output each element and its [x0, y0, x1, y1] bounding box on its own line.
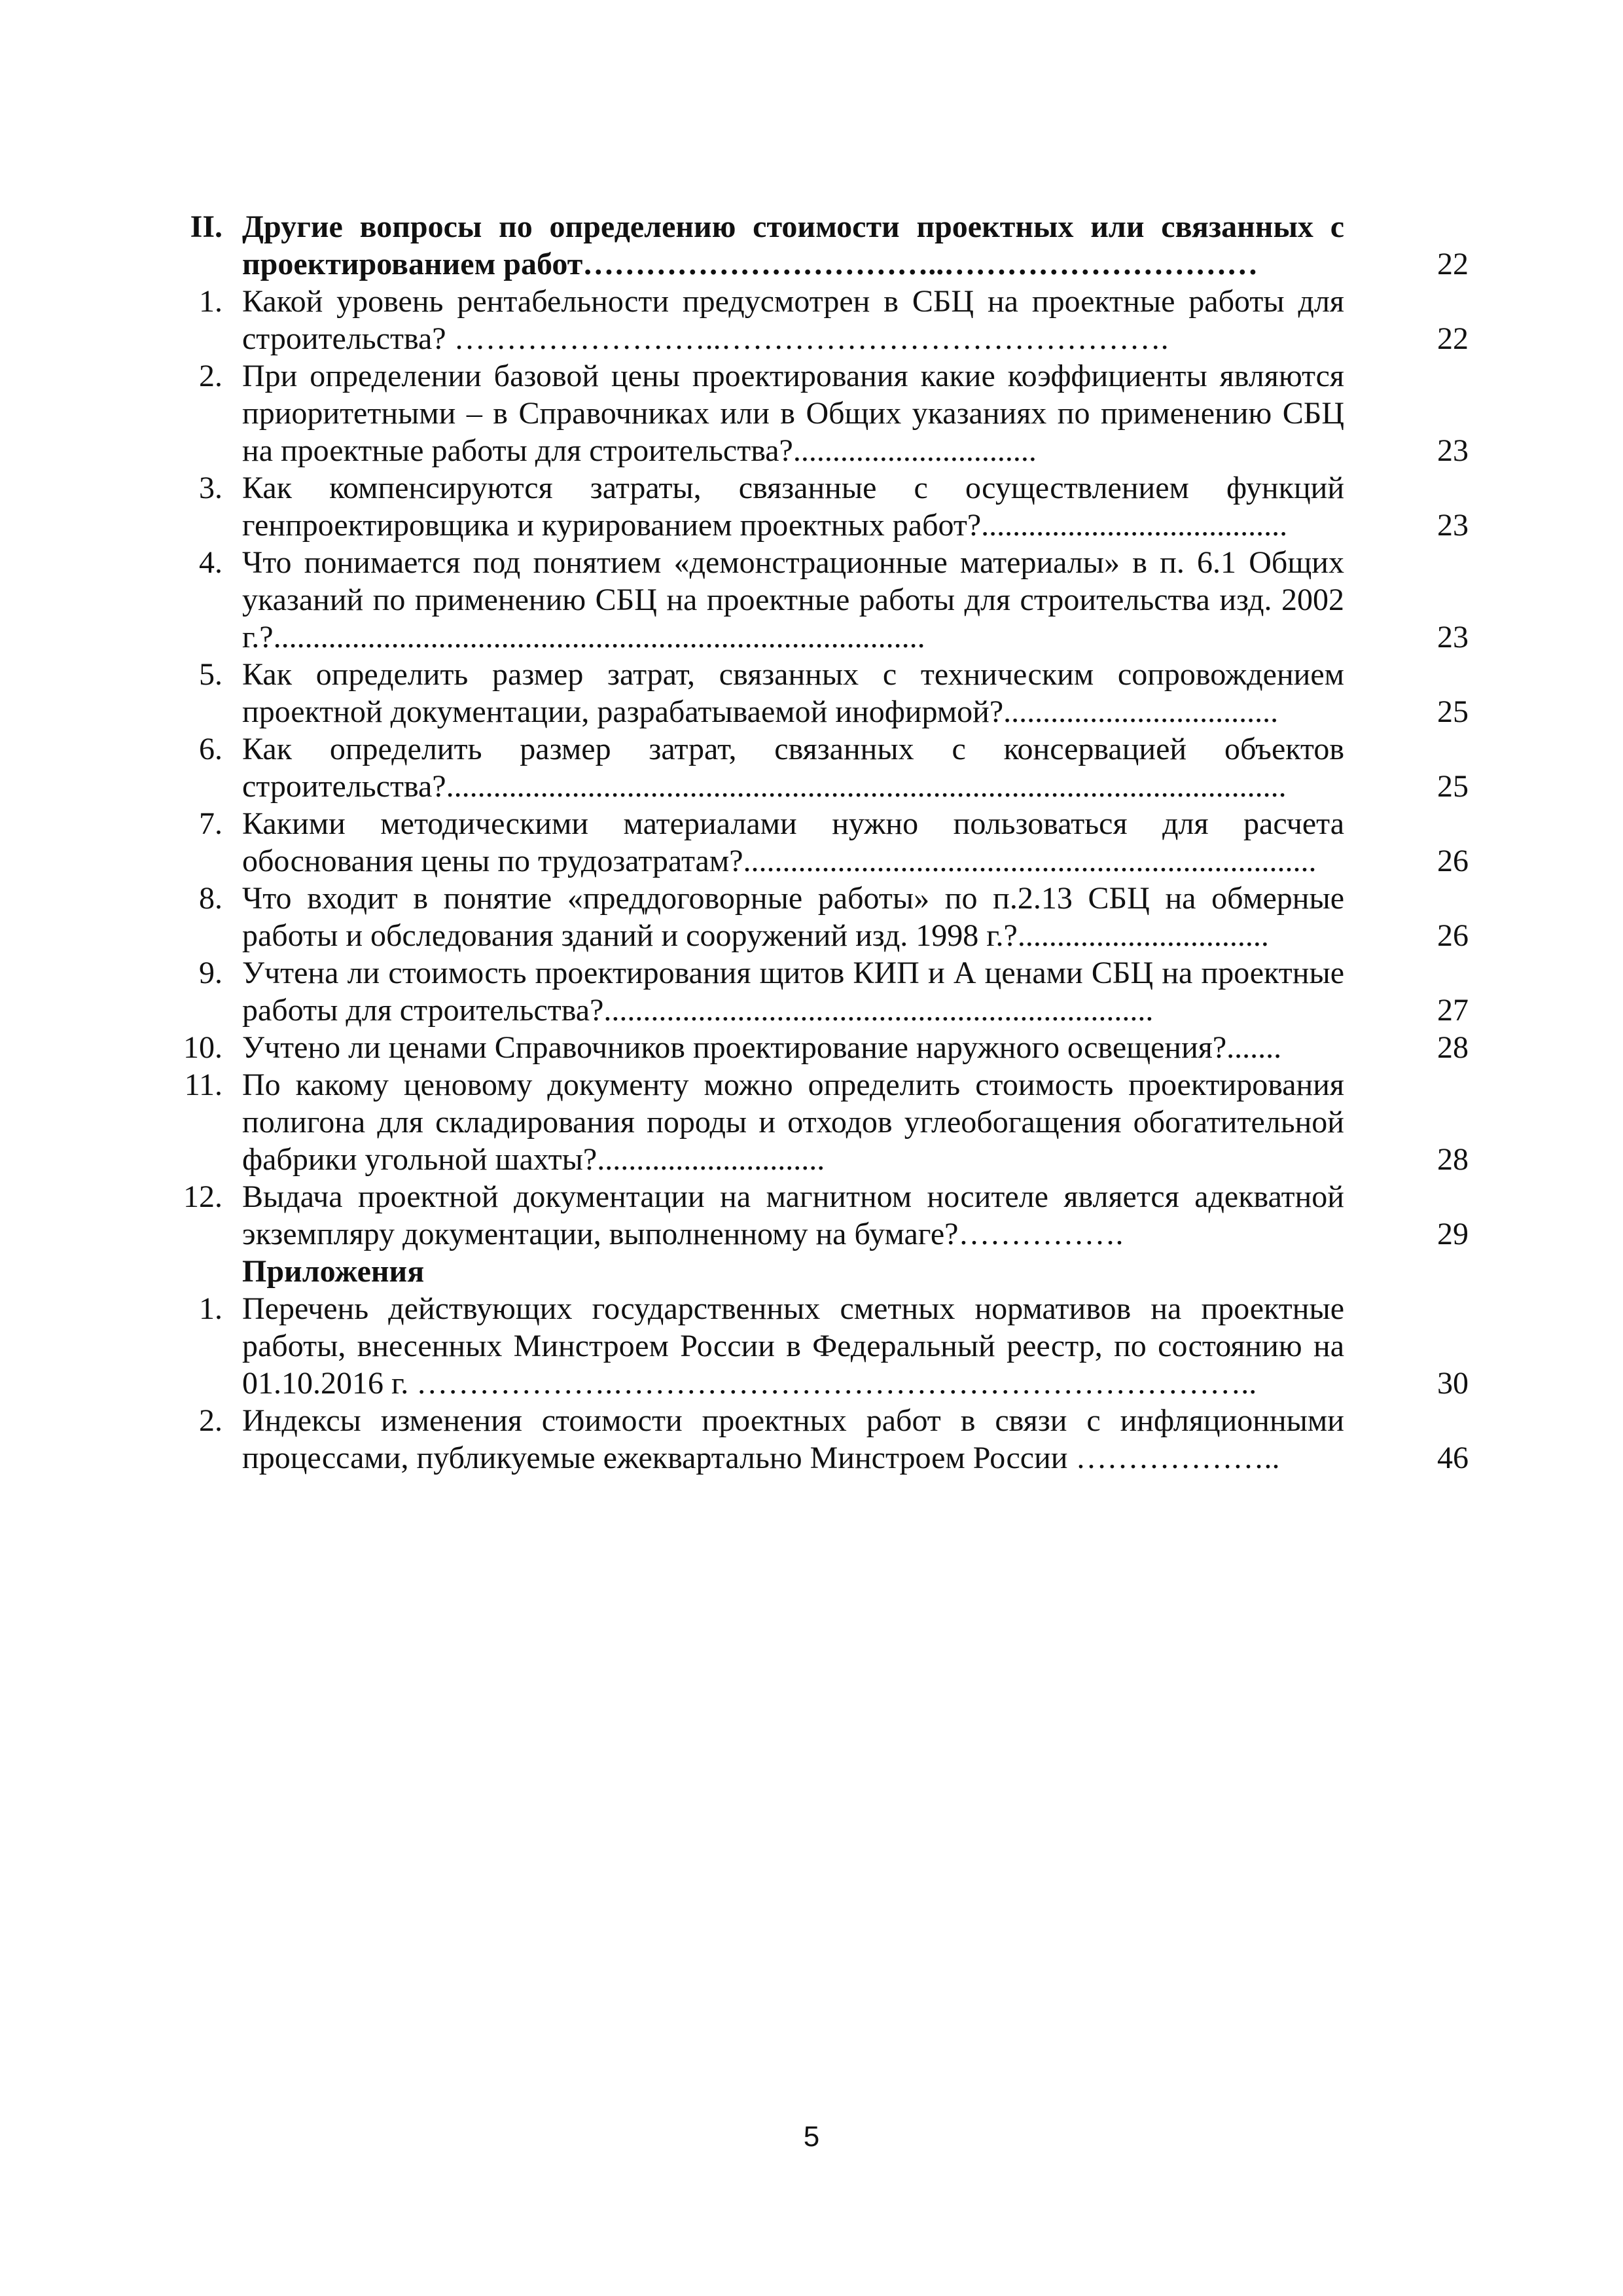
toc-item: [160, 730, 1469, 805]
toc-item: [160, 469, 1469, 544]
toc-item-number: 2.: [199, 359, 223, 393]
toc-item-number: 1.: [199, 1291, 223, 1326]
toc-item-page: 28: [1437, 1030, 1469, 1065]
toc-item-number: 5.: [199, 657, 223, 692]
toc-item-title: Что понимается под понятием «демонстрационные материалы» в п. 6.1 Общих указаний по применению СБЦ на проектные работы для строительства изд. 2002 г.?...................................................................................: [242, 545, 1344, 655]
toc-item-title: Перечень действующих государственных сметных нормативов на проектные работы, внесенных Минстроем России в Федеральный реестр, по состоянию на 01.10.2016 г. ……………….……………………………………………………..: [242, 1291, 1344, 1401]
toc-item-title: Учтена ли стоимость проектирования щитов КИП и А ценами СБЦ на проектные работы для строительства?......................................................................: [242, 956, 1344, 1028]
toc-item-title: Что входит в понятие «преддоговорные работы» по п.2.13 СБЦ на обмерные работы и обследования зданий и сооружений изд. 1998 г.?................................: [242, 881, 1344, 953]
toc-item-number: 6.: [199, 732, 223, 766]
toc-item-number: 10.: [183, 1030, 223, 1065]
toc-item-page: 26: [1437, 918, 1469, 953]
toc-item-page: 25: [1437, 769, 1469, 804]
toc-appendix-item: [160, 1290, 1469, 1402]
table-of-contents: [160, 208, 1469, 1477]
toc-item-page: 28: [1437, 1142, 1469, 1177]
toc-item-page: 27: [1437, 993, 1469, 1028]
toc-item: [160, 954, 1469, 1029]
toc-item-title: Какой уровень рентабельности предусмотрен в СБЦ на проектные работы для строительства? ……………………..…………………………………….: [242, 284, 1344, 356]
toc-item-page: 23: [1437, 620, 1469, 655]
toc-item-page: 23: [1437, 508, 1469, 543]
toc-item-number: 2.: [199, 1403, 223, 1438]
toc-item: [160, 283, 1469, 357]
toc-section-page: 22: [1437, 247, 1469, 281]
toc-item: [160, 1178, 1469, 1253]
toc-item-number: 4.: [199, 545, 223, 580]
toc-item-page: 23: [1437, 433, 1469, 468]
toc-appendix-item: [160, 1402, 1469, 1477]
toc-item-title: Учтено ли ценами Справочников проектирование наружного освещения?.......: [242, 1030, 1282, 1065]
toc-item: [160, 805, 1469, 880]
toc-item: [160, 656, 1469, 730]
toc-item-page: 46: [1437, 1441, 1469, 1475]
toc-item-number: 12.: [183, 1179, 223, 1214]
toc-section-number: II.: [190, 209, 223, 244]
toc-item-title: Как определить размер затрат, связанных с консервацией объектов строительства?...........................................................................................................: [242, 732, 1344, 804]
toc-section-heading: [160, 208, 1469, 283]
appendix-header: Приложения: [242, 1254, 425, 1289]
toc-item-title: Выдача проектной документации на магнитном носителе является адекватной экземпляру документации, выполненному на бумаге?…………….: [242, 1179, 1344, 1251]
toc-item-title: Индексы изменения стоимости проектных работ в связи с инфляционными процессами, публикуемые ежеквартально Минстроем России ………………..: [242, 1403, 1344, 1475]
toc-item-number: 9.: [199, 956, 223, 990]
toc-item: [160, 1029, 1469, 1066]
toc-item-number: 3.: [199, 471, 223, 505]
toc-item-title: Как компенсируются затраты, связанные с осуществлением функций генпроектировщика и курированием проектных работ?.......................................: [242, 471, 1344, 543]
toc-item-page: 22: [1437, 321, 1469, 356]
toc-item-title: Как определить размер затрат, связанных с техническим сопровождением проектной документации, разрабатываемой инофирмой?...................................: [242, 657, 1344, 729]
toc-item-number: 8.: [199, 881, 223, 916]
toc-item: [160, 880, 1469, 954]
toc-item-number: 11.: [184, 1067, 223, 1102]
toc-section-title: Другие вопросы по определению стоимости проектных или связанных с проектированием работ……………………………..…………………………: [242, 209, 1344, 281]
toc-item-number: 1.: [199, 284, 223, 319]
page-number: 5: [803, 2121, 820, 2153]
toc-item-page: 26: [1437, 844, 1469, 878]
toc-item: [160, 357, 1469, 469]
toc-item-page: 30: [1437, 1366, 1469, 1401]
toc-item-title: При определении базовой цены проектирования какие коэффициенты являются приоритетными – в Справочниках или в Общих указаниях по применению СБЦ на проектные работы для строительства?...............................: [242, 359, 1344, 468]
toc-item-title: Какими методическими материалами нужно пользоваться для расчета обоснования цены по трудозатратам?.........................................................................: [242, 806, 1344, 878]
toc-item: [160, 544, 1469, 656]
toc-item-number: 7.: [199, 806, 223, 841]
toc-item-title: По какому ценовому документу можно определить стоимость проектирования полигона для складирования породы и отходов углеобогащения обогатительной фабрики угольной шахты?.............................: [242, 1067, 1344, 1177]
toc-item-page: 29: [1437, 1217, 1469, 1251]
toc-item-page: 25: [1437, 694, 1469, 729]
toc-item: [160, 1066, 1469, 1178]
